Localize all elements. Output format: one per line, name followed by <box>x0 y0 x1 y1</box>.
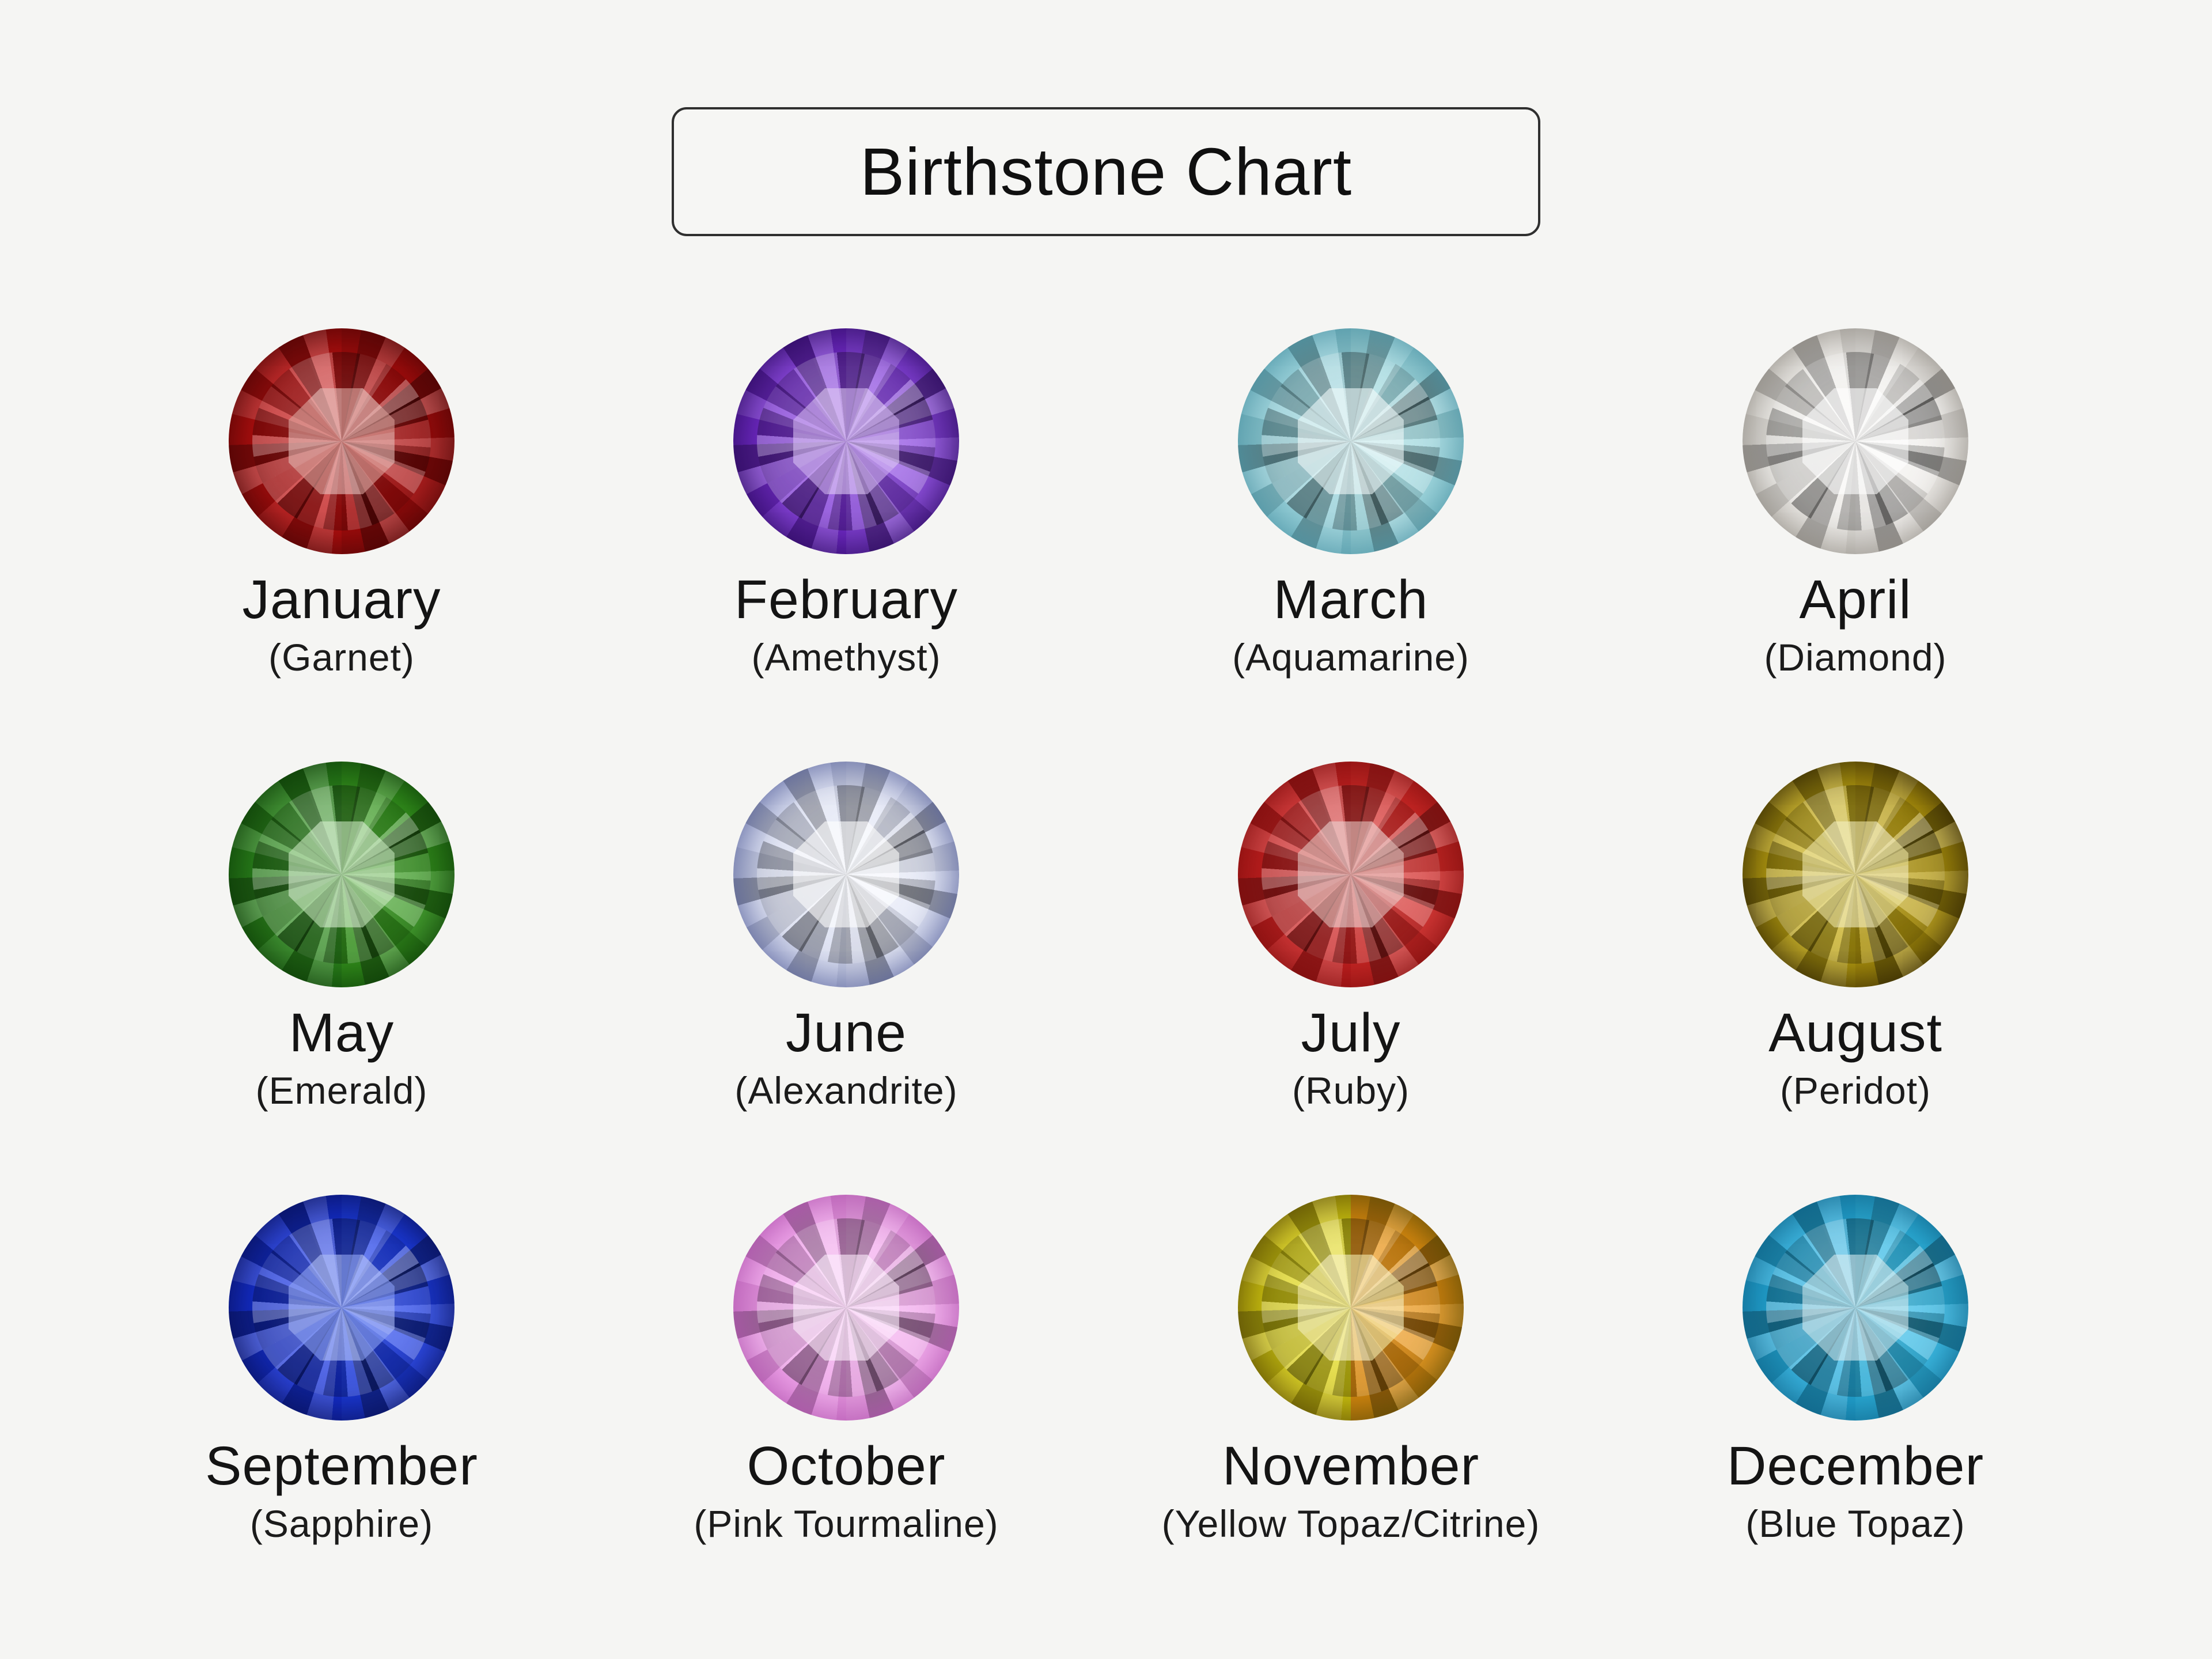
month-label-march: March <box>1273 569 1429 630</box>
gem-march <box>1238 328 1464 554</box>
gem-november <box>1238 1195 1464 1421</box>
gem-may <box>229 762 454 987</box>
gem-january <box>229 328 454 554</box>
page-title: Birthstone Chart <box>859 134 1353 209</box>
gem-july <box>1238 762 1464 987</box>
stone-label-january: (Garnet) <box>268 635 415 679</box>
gem-october <box>733 1195 959 1421</box>
cell-february <box>594 311 1099 744</box>
month-label-july: July <box>1301 1002 1401 1063</box>
month-label-september: September <box>205 1435 478 1497</box>
month-label-april: April <box>1799 569 1912 630</box>
cell-may <box>89 744 594 1177</box>
cell-april <box>1603 311 2108 744</box>
month-label-august: August <box>1768 1002 1942 1063</box>
stone-label-august: (Peridot) <box>1779 1069 1931 1112</box>
title-box <box>672 107 1540 236</box>
gem-grid <box>89 311 2108 1611</box>
stone-label-october: (Pink Tourmaline) <box>694 1502 999 1545</box>
stone-label-february: (Amethyst) <box>751 635 941 679</box>
cell-november <box>1099 1177 1603 1611</box>
month-label-june: June <box>785 1002 907 1063</box>
gem-june <box>733 762 959 987</box>
cell-june <box>594 744 1099 1177</box>
stone-label-march: (Aquamarine) <box>1232 635 1469 679</box>
stone-label-july: (Ruby) <box>1291 1069 1410 1112</box>
month-label-may: May <box>289 1002 395 1063</box>
gem-february <box>733 328 959 554</box>
gem-august <box>1743 762 1968 987</box>
month-label-january: January <box>242 569 441 630</box>
stone-label-september: (Sapphire) <box>249 1502 434 1545</box>
month-label-october: October <box>747 1435 946 1497</box>
stone-label-april: (Diamond) <box>1764 635 1947 679</box>
gem-september <box>229 1195 454 1421</box>
cell-july <box>1099 744 1603 1177</box>
stone-label-december: (Blue Topaz) <box>1745 1502 1965 1545</box>
cell-january <box>89 311 594 744</box>
month-label-february: February <box>734 569 959 630</box>
stone-label-may: (Emerald) <box>255 1069 428 1112</box>
gem-april <box>1743 328 1968 554</box>
cell-september <box>89 1177 594 1611</box>
cell-august <box>1603 744 2108 1177</box>
stone-label-november: (Yellow Topaz/Citrine) <box>1161 1502 1540 1545</box>
month-label-december: December <box>1726 1435 1984 1497</box>
stone-label-june: (Alexandrite) <box>734 1069 958 1112</box>
cell-december <box>1603 1177 2108 1611</box>
month-label-november: November <box>1222 1435 1480 1497</box>
cell-march <box>1099 311 1603 744</box>
cell-october <box>594 1177 1099 1611</box>
gem-december <box>1743 1195 1968 1421</box>
